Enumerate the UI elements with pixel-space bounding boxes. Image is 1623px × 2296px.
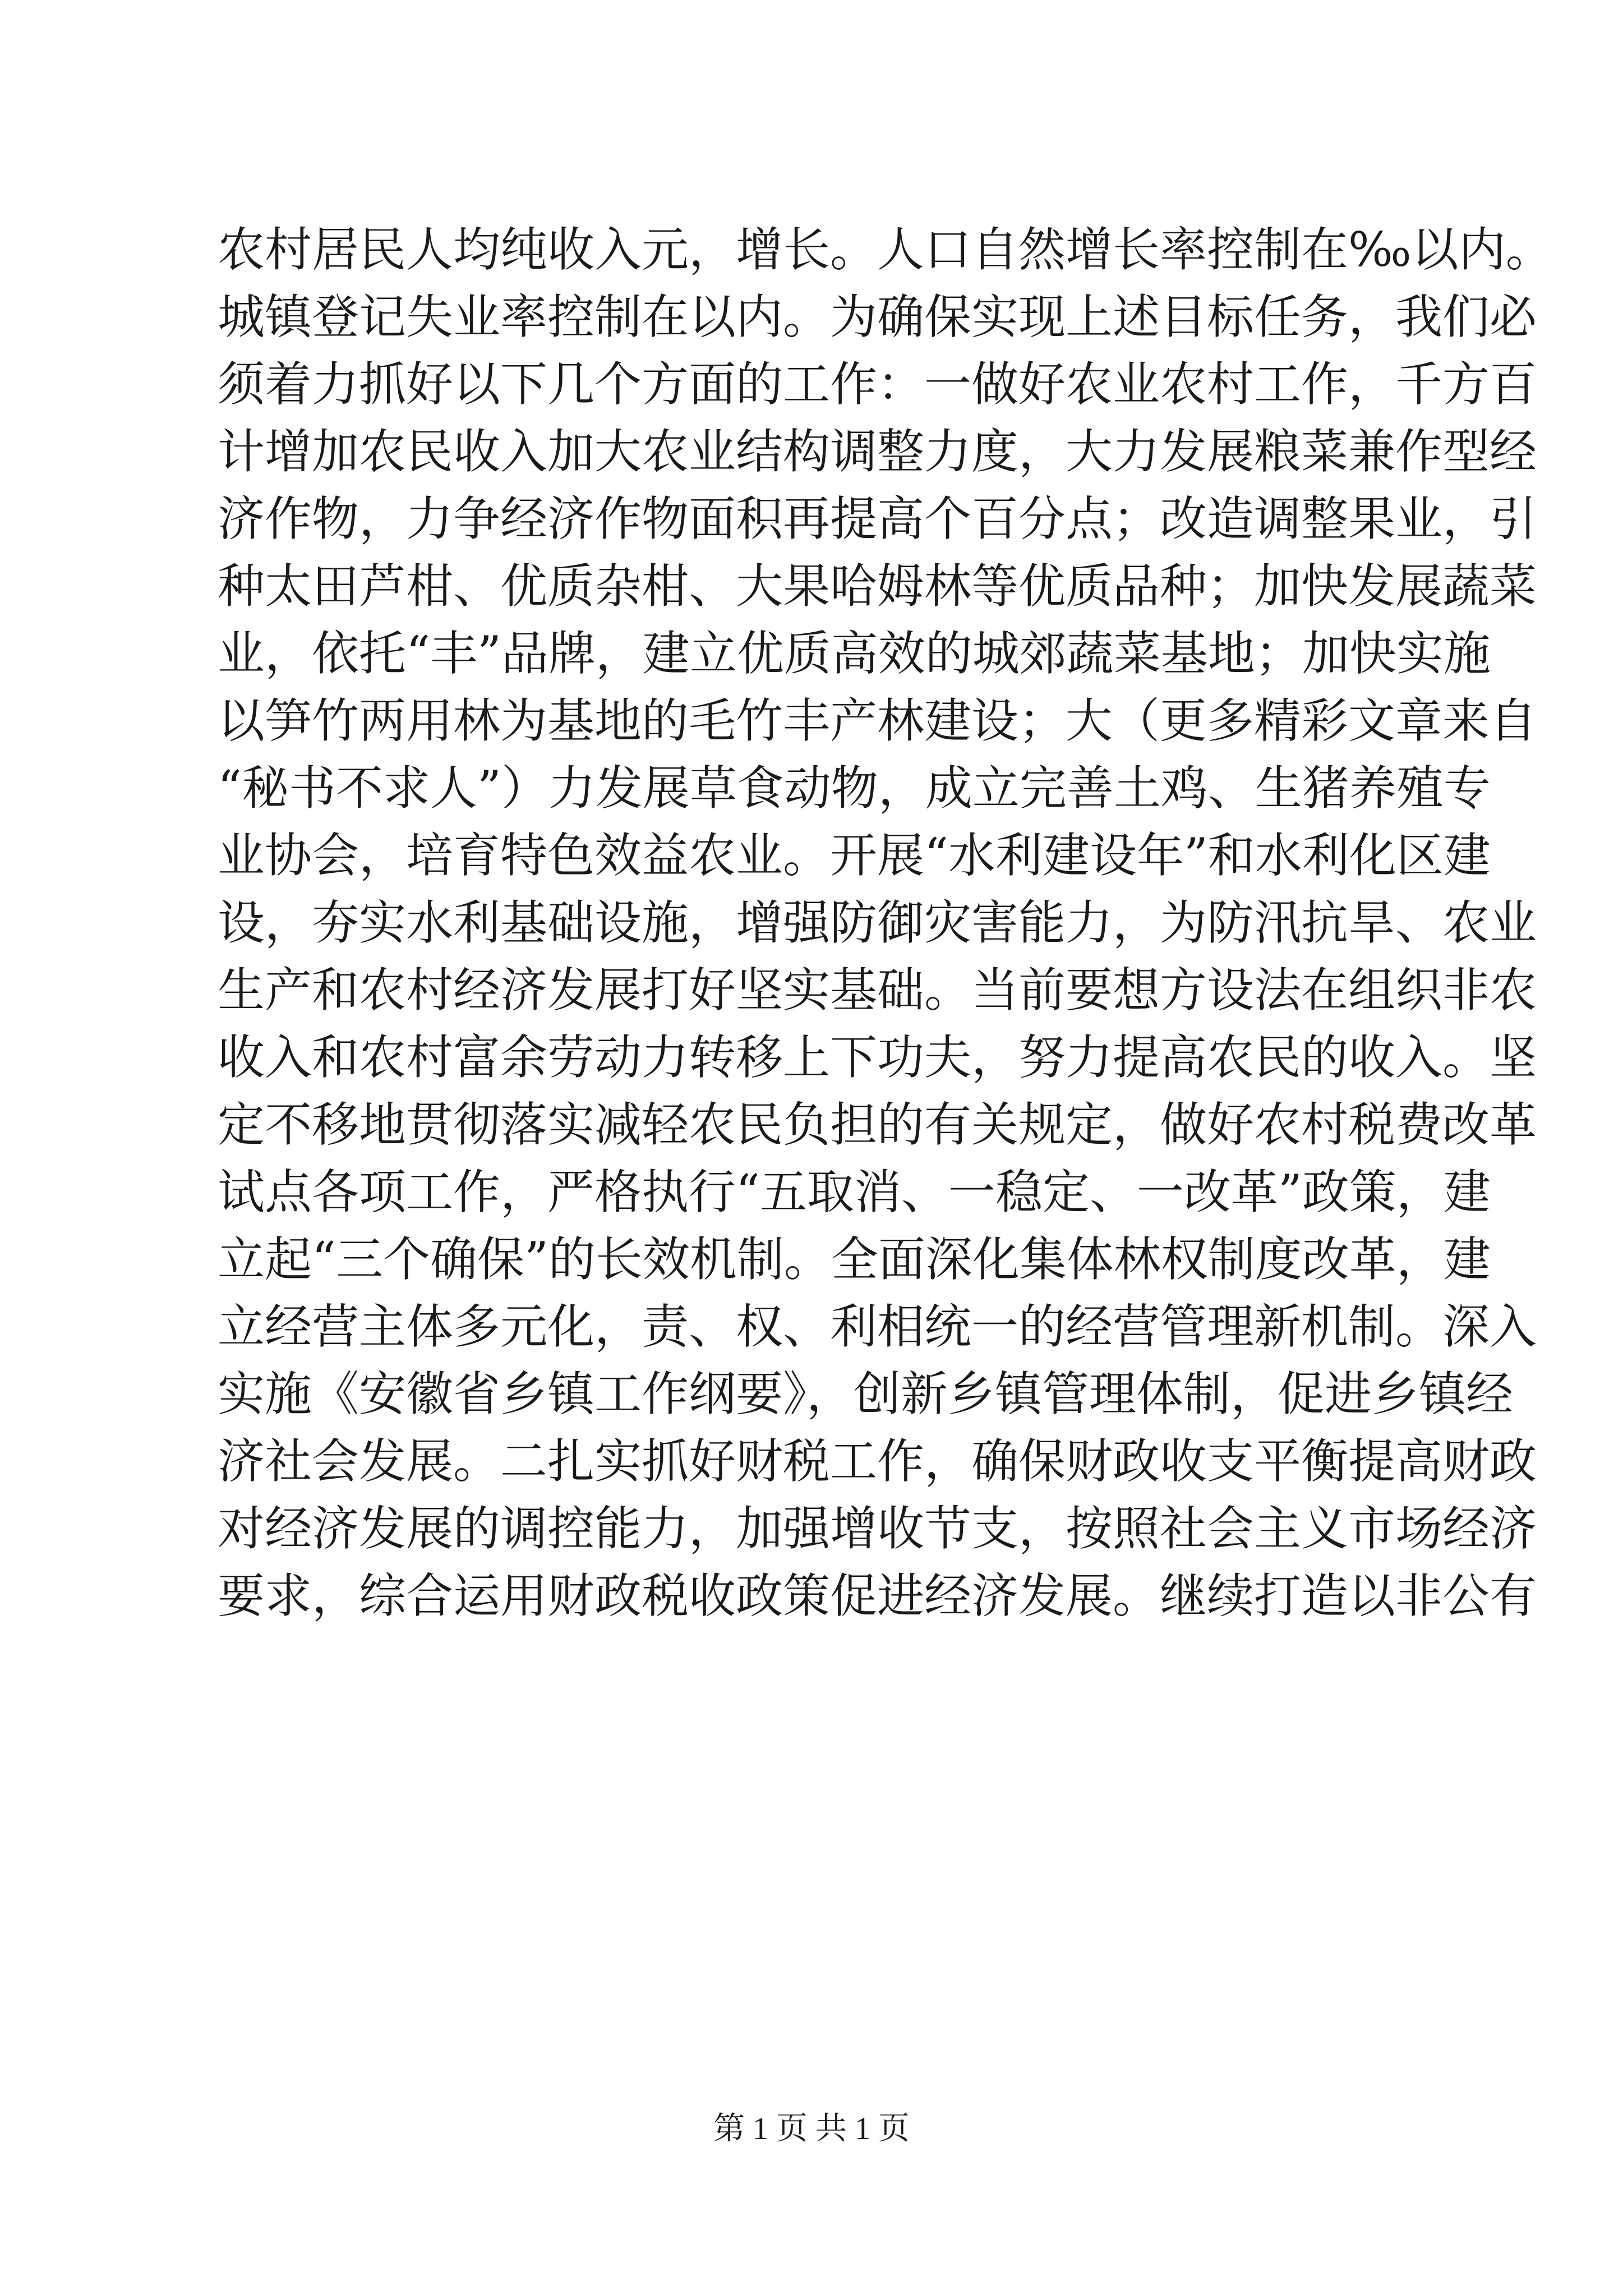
text-line: 以笋竹两用林为基地的毛竹丰产林建设；大（更多精彩文章来自 bbox=[218, 693, 1537, 748]
text-line: 设，夯实水利基础设施，增强防御灾害能力，为防汛抗旱、农业 bbox=[218, 895, 1537, 950]
text-line: 业协会，培育特色效益农业。开展“水利建设年”和水利化区建 bbox=[218, 828, 1491, 883]
document-body bbox=[218, 216, 1553, 1630]
text-line: 生产和农村经济发展打好坚实基础。当前要想方设法在组织非农 bbox=[218, 963, 1537, 1018]
text-line: 收入和农村富余劳动力转移上下功夫，努力提高农民的收入。坚 bbox=[218, 1030, 1537, 1085]
page-number-label: 第 1 页 共 1 页 bbox=[713, 2111, 910, 2146]
text-line: 济社会发展。二扎实抓好财税工作，确保财政收支平衡提高财政 bbox=[218, 1434, 1537, 1489]
text-line: 计增加农民收入加大农业结构调整力度，大力发展粮菜兼作型经 bbox=[218, 424, 1537, 479]
text-line: 立起“三个确保”的长效机制。全面深化集体林权制度改革，建 bbox=[218, 1232, 1491, 1287]
text-line: 城镇登记失业率控制在以内。为确保实现上述目标任务，我们必 bbox=[218, 289, 1537, 344]
text-line: 须着力抓好以下几个方面的工作：一做好农业农村工作，千方百 bbox=[218, 357, 1537, 412]
text-line: 济作物，力争经济作物面积再提高个百分点；改造调整果业，引 bbox=[218, 491, 1537, 546]
text-line: 对经济发展的调控能力，加强增收节支，按照社会主义市场经济 bbox=[218, 1501, 1537, 1556]
text-line: 立经营主体多元化，责、权、利相统一的经营管理新机制。深入 bbox=[218, 1299, 1537, 1354]
text-line: “秘书不求人”）力发展草食动物，成立完善土鸡、生猪养殖专 bbox=[218, 761, 1491, 816]
text-line: 农村居民人均纯收入元，增长。人口自然增长率控制在‰以内。 bbox=[218, 222, 1553, 277]
text-line: 实施《安徽省乡镇工作纲要》，创新乡镇管理体制，促进乡镇经 bbox=[218, 1366, 1514, 1421]
page-footer bbox=[0, 2109, 1623, 2148]
text-line: 要求，综合运用财政税收政策促进经济发展。继续打造以非公有 bbox=[218, 1568, 1537, 1623]
text-line: 定不移地贯彻落实减轻农民负担的有关规定，做好农村税费改革 bbox=[218, 1097, 1537, 1152]
text-line: 试点各项工作，严格执行“五取消、一稳定、一改革”政策，建 bbox=[218, 1165, 1491, 1220]
text-line: 种太田芦柑、优质杂柑、大果哈姆林等优质品种；加快发展蔬菜 bbox=[218, 559, 1537, 614]
text-line: 业，依托“丰”品牌，建立优质高效的城郊蔬菜基地；加快实施 bbox=[218, 626, 1491, 681]
